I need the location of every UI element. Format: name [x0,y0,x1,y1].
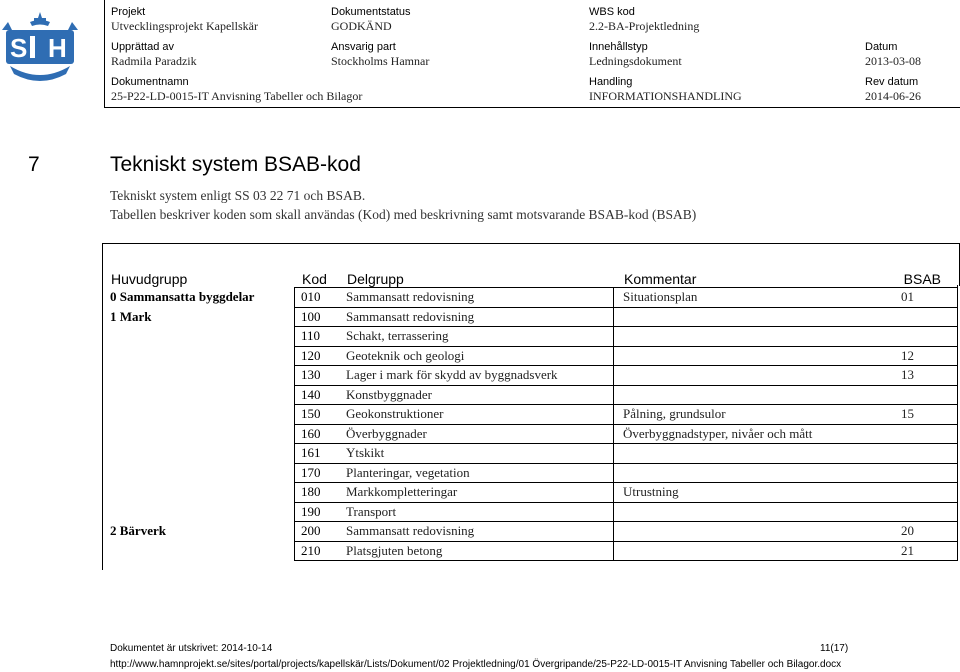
row-divider [294,365,958,366]
intro-line-2: Tabellen beskriver koden som skall användas (Kod) med beskrivning samt motsvarande BSAB-kod (BSAB) [110,207,697,222]
header-delgrupp: Delgrupp [347,271,404,287]
cell-delgrupp: Geokonstruktioner [346,406,444,421]
cell-kod: 160 [301,425,321,441]
status-label: Dokumentstatus [331,6,411,18]
intro-line-1: Tekniskt system enligt SS 03 22 71 och BSAB. [110,188,366,203]
table-row [102,366,958,386]
cell-kod: 110 [301,328,321,343]
cell-kod: 010 [301,289,321,304]
row-divider [294,541,958,542]
revdatum-label: Rev datum [865,76,919,88]
table-row [102,464,958,484]
ansvarig-label: Ansvarig part [331,41,396,53]
table-row [102,308,958,328]
row-divider [294,307,958,308]
cell-kod: 190 [301,503,321,519]
cell-kod: 210 [301,542,321,558]
row-divider [294,346,958,347]
row-divider [294,404,958,405]
header-huvudgrupp: Huvudgrupp [111,271,188,287]
cell-bsab: 21 [901,542,914,558]
cell-delgrupp: Planteringar, vegetation [346,464,470,480]
cell-kommentar: Utrustning [623,484,679,499]
row-divider [294,287,958,288]
dokumentnamn-value: 25-P22-LD-0015-IT Anvisning Tabeller och Bilagor [111,89,363,103]
datum-value: 2013-03-08 [865,54,921,68]
row-divider [294,560,958,561]
table-left-border [102,285,103,570]
header-kommentar: Kommentar [624,271,697,287]
wbs-value: 2.2-BA-Projektledning [589,19,700,33]
innehall-value: Ledningsdokument [589,54,682,68]
document-url: http://www.hamnprojekt.se/sites/portal/projects/kapellskär/Lists/Dokument/02 Projektledning/01 Övergripande/25-P22-LD-0015-IT Anvisning Tabeller och Bilagor.docx [110,659,842,670]
cell-delgrupp: Geoteknik och geologi [346,347,465,363]
column-divider [294,287,295,560]
status-value: GODKÄND [331,19,392,33]
cell-bsab: 12 [901,347,914,363]
table-row [102,522,958,542]
cell-kod: 161 [301,445,321,460]
cell-group: 1 Mark [110,308,152,324]
svg-text:H: H [48,33,67,63]
cell-kommentar: Överbyggnadstyper, nivåer och mått [623,425,813,441]
cell-delgrupp: Konstbyggnader [346,386,432,402]
cell-delgrupp: Platsgjuten betong [346,542,443,558]
column-divider [613,287,614,560]
cell-kod: 140 [301,386,321,402]
table-right-border [957,285,958,560]
projekt-value: Utvecklingsprojekt Kapellskär [111,19,258,33]
dokumentnamn-label: Dokumentnamn [111,76,189,88]
table-row [102,327,958,347]
cell-delgrupp: Sammansatt redovisning [346,523,475,538]
row-divider [294,521,958,522]
cell-group: 0 Sammansatta byggdelar [110,289,255,304]
table-row [102,347,958,367]
ansvarig-value: Stockholms Hamnar [331,54,430,68]
cell-delgrupp: Sammansatt redovisning [346,308,475,324]
row-divider [294,385,958,386]
row-divider [294,443,958,444]
section-number: 7 [28,153,40,176]
upprattad-label: Upprättad av [111,41,174,53]
table-row [102,425,958,445]
table-row [102,288,958,308]
sjofartshamn-logo [0,10,80,88]
table-row [102,542,958,562]
table-row [102,483,958,503]
cell-bsab: 20 [901,523,914,538]
upprattad-value: Radmila Paradzik [111,54,197,68]
cell-kod: 180 [301,484,321,499]
cell-bsab: 15 [901,406,914,421]
handling-label: Handling [589,76,633,88]
table-row [102,405,958,425]
row-divider [294,326,958,327]
revdatum-value: 2014-06-26 [865,89,921,103]
header-bsab: BSAB [903,271,941,287]
cell-kommentar: Pålning, grundsulor [623,406,726,421]
cell-bsab: 13 [901,367,914,382]
table-row [102,386,958,406]
table-header [102,243,960,286]
cell-group: 2 Bärverk [110,523,166,538]
cell-delgrupp: Transport [346,503,397,519]
row-divider [294,424,958,425]
row-divider [294,502,958,503]
row-divider [294,482,958,483]
handling-value: INFORMATIONSHANDLING [589,89,742,103]
cell-kod: 150 [301,406,321,421]
wbs-label: WBS kod [589,6,635,18]
table-row [102,444,958,464]
cell-delgrupp: Sammansatt redovisning [346,289,475,304]
cell-kod: 100 [301,308,321,324]
cell-delgrupp: Schakt, terrassering [346,328,449,343]
innehall-label: Innehållstyp [589,41,648,53]
cell-delgrupp: Ytskikt [346,445,385,460]
projekt-label: Projekt [111,6,146,18]
cell-bsab: 01 [901,289,914,304]
cell-kod: 170 [301,464,321,480]
svg-text:S: S [10,33,28,63]
cell-kod: 200 [301,523,321,538]
cell-delgrupp: Lager i mark för skydd av byggnadsverk [346,367,558,382]
cell-delgrupp: Markkompletteringar [346,484,458,499]
cell-kod: 120 [301,347,321,363]
datum-label: Datum [865,41,898,53]
section-title: Tekniskt system BSAB-kod [110,153,361,176]
table-row [102,503,958,523]
header-kod: Kod [302,271,327,287]
cell-kommentar: Situationsplan [623,289,698,304]
cell-kod: 130 [301,367,321,382]
row-divider [294,463,958,464]
page-number: 11(17) [820,643,849,654]
print-date: Dokumentet är utskrivet: 2014-10-14 [110,643,273,654]
cell-delgrupp: Överbyggnader [346,425,427,441]
document-header [104,0,960,108]
